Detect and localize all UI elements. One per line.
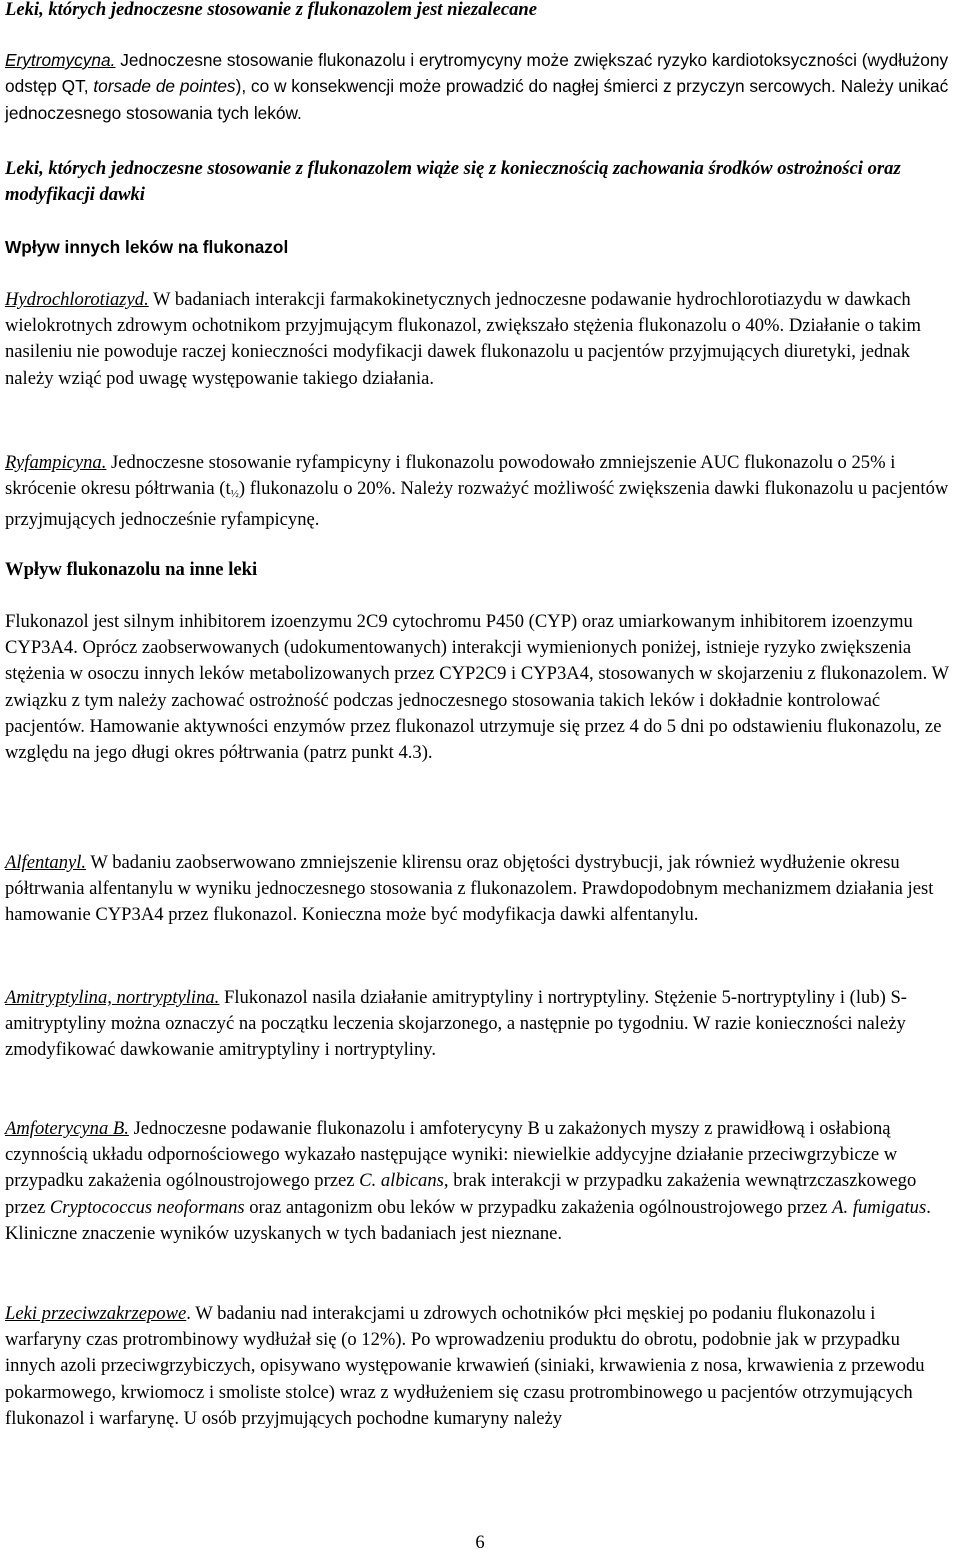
drug-name-rifampicin: Ryfampicyna. [5,452,107,473]
species-c-albicans: C. albicans [359,1170,444,1192]
rifampicin-text-2: ) flukonazolu o 20%. Należy rozważyć możliwość zwiększenia dawki flukonazolu u pacjentów przyjmujących jednocześnie ryfampicynę. [5,478,949,531]
page-number: 6 [475,1532,485,1553]
heading-fluconazole-on-other-drugs: Wpływ flukonazolu na inne leki [5,559,258,580]
heading-precautions: Leki, których jednoczesne stosowanie z flukonazolem wiąże się z koniecznością zachowania środków ostrożności oraz modyfikacji dawki [5,158,901,206]
paragraph-hydrochlorothiazide [5,287,955,392]
anticoagulants-text: . W badaniu nad interakcjami u zdrowych ochotników płci męskiej po podaniu flukonazolu i warfaryny czas protrombinowy wydłużał się (o 12%). Po wprowadzeniu produktu do obrotu, podobnie jak w przypadku innych azoli przeciwgrzybiczych, opisywano występowanie krwawień (siniaki, krwawienia z nosa, krwawienia z przewodu pokarmowego, krwiomocz i smoliste stolce) wraz z wydłużeniem się czasu protrombinowego u pacjentów otrzymujących flukonazol i warfarynę. U osób przyjmujących pochodne kumaryny należy [5,1303,925,1429]
drug-name-amitriptyline: Amitryptylina, nortryptylina. [5,987,220,1008]
species-cryptococcus: Cryptococcus neoformans [49,1196,245,1218]
paragraph-erythromycin [5,47,955,126]
paragraph-amphotericin [5,1116,955,1247]
rifampicin-text-1: Jednoczesne stosowanie ryfampicyny i flukonazolu powodowało zmniejszenie AUC flukonazolu o 25% i skrócenie okresu półtrwania (t [5,452,896,500]
drug-name-amphotericin: Amfoterycyna B. [5,1118,129,1139]
erythromycin-text-2: ), co w konsekwencji może prowadzić do nagłej śmierci z przyczyn sercowych. Należy unikać jednoczesnego stosowania tych leków. [5,76,949,123]
erythromycin-italic: torsade de pointes [93,76,236,97]
paragraph-intro-cyp: Flukonazol jest silnym inhibitorem izoenzymu 2C9 cytochromu P450 (CYP) oraz umiarkowanym inhibitorem izoenzymu CYP3A4. Oprócz zaobserwowanych (udokumentowanych) interakcji wymienionych poniżej, istnieje ryzyko zwiększenia stężenia w osoczu innych leków metabolizowanych przez CYP2C9 i CYP3A4, stosowanych w skojarzeniu z flukonazolem. W związku z tym należy zachować ostrożność podczas jednoczesnego stosowania takich leków i dokładnie kontrolować pacjentów. Hamowanie aktywności enzymów przez flukonazol utrzymuje się przez 4 do 5 dni po odstawieniu flukonazolu, ze względu na jego długi okres półtrwania (patrz punkt 4.3). [5,611,949,764]
amphotericin-text-3: oraz antagonizm obu leków w przypadku zakażenia ogólnoustrojowego przez [244,1196,833,1218]
half-life-subscript: ½ [230,488,239,501]
heading-other-drugs-on-fluconazole: Wpływ innych leków na flukonazol [5,237,289,257]
amphotericin-text-1: Jednoczesne podawanie flukonazolu i amfoterycyny B u zakażonych myszy z prawidłową i osłabioną czynnością układu odpornościowego wykazało następujące wyniki: niewielkie addycyjne działanie przeciwgrzybicze w przypadku zakażenia ogólnoustrojowego przez [5,1118,898,1192]
hydrochlorothiazide-text: W badaniach interakcji farmakokinetycznych jednoczesne podawanie hydrochlorotiazydu w dawkach wielokrotnych zdrowym ochotnikom przyjmującym flukonazol, zwiększało stężenia flukonazolu o 40%. Działanie o takim nasileniu nie powoduje raczej konieczności modyfikacji dawek flukonazolu u pacjentów przyjmujących diuretyki, jednak należy wziąć pod uwagę występowanie takiego działania. [5,289,921,389]
drug-name-hydrochlorothiazide: Hydrochlorotiazyd. [5,289,149,310]
paragraph-anticoagulants [5,1301,955,1432]
amitriptyline-text: Flukonazol nasila działanie amitryptyliny i nortryptyliny. Stężenie 5-nortryptyliny i (lub) S-amitryptyliny można oznaczyć na początku leczenia skojarzonego, a następnie po tygodniu. W razie konieczności należy zmodyfikować dawkowanie amitryptyliny i nortryptyliny. [5,987,907,1061]
species-a-fumigatus: A. fumigatus [832,1196,927,1218]
paragraph-amitriptyline [5,985,955,1064]
drug-name-anticoagulants: Leki przeciwzakrzepowe [5,1303,187,1324]
paragraph-rifampicin [5,450,955,534]
alfentanil-text: W badaniu zaobserwowano zmniejszenie klirensu oraz objętości dystrybucji, jak również wydłużenie okresu półtrwania alfentanylu w wyniku jednoczesnego stosowania z flukonazolem. Prawdopodobnym mechanizmem działania jest hamowanie CYP3A4 przez flukonazol. Konieczna może być modyfikacja dawki alfentanylu. [5,852,934,926]
drug-name-alfentanil: Alfentanyl. [5,852,87,873]
amphotericin-text-4: . Kliniczne znaczenie wyników uzyskanych w tych badaniach jest nieznane. [5,1196,931,1244]
heading-not-recommended: Leki, których jednoczesne stosowanie z flukonazolem jest niezalecane [5,0,537,20]
erythromycin-text-1: Jednoczesne stosowanie flukonazolu i erytromycyny może zwiększać ryzyko kardiotoksyczności (wydłużony odstęp QT, [5,50,949,97]
amphotericin-text-2: , brak interakcji w przypadku zakażenia wewnątrzczaszkowego przez [5,1170,917,1218]
paragraph-alfentanil [5,850,955,929]
drug-name-erythromycin: Erytromycyna. [5,50,116,70]
